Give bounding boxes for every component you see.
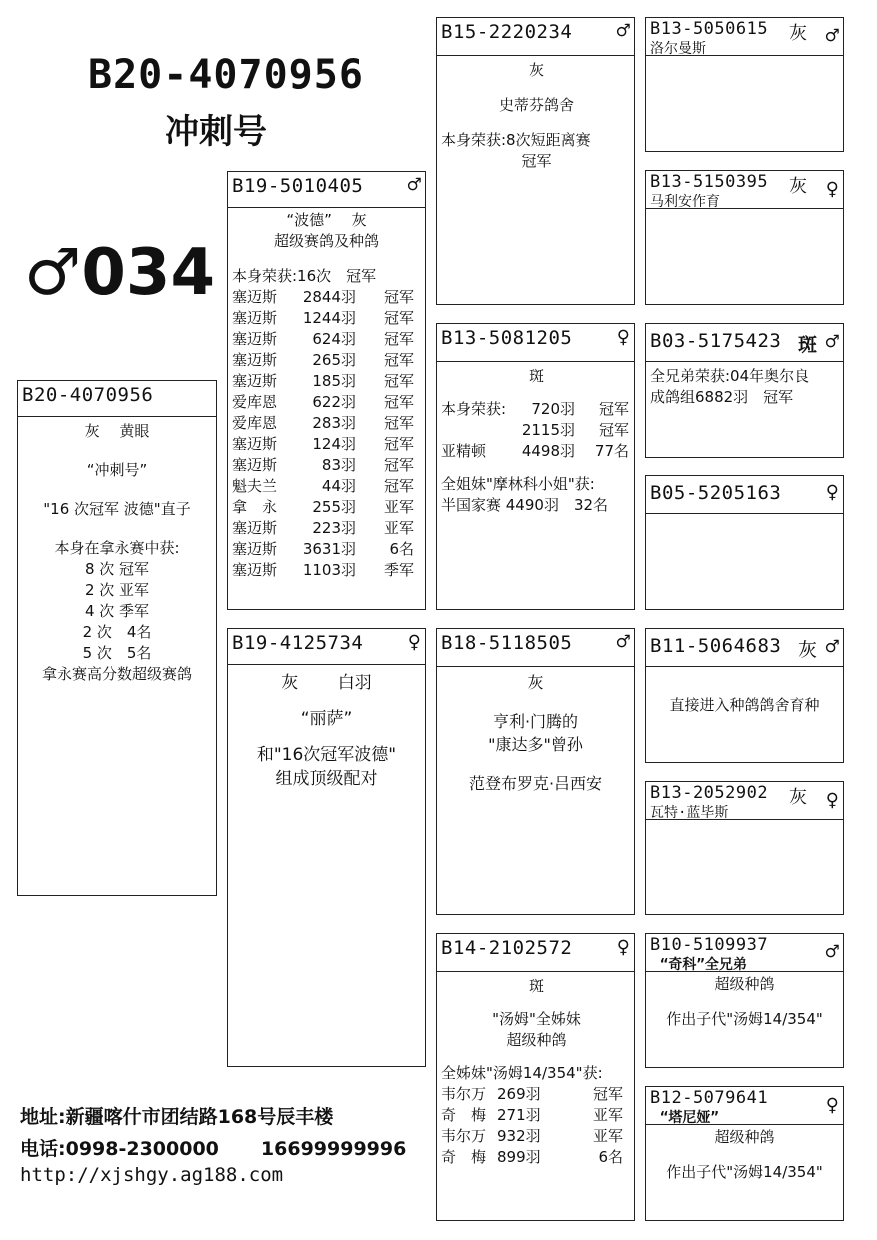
- pigeon-number: [24, 236, 215, 326]
- honor-result: 亚军: [592, 1106, 623, 1124]
- honor-place: 奇 梅: [441, 1106, 487, 1124]
- ggp-card-4: [645, 475, 844, 610]
- g3-color: 斑: [797, 334, 817, 356]
- honor-place: 塞迈斯: [232, 540, 278, 558]
- honor-row: [232, 329, 425, 350]
- g3-line: 成鸽组6882羽 冠军: [650, 388, 794, 406]
- dd-honors-list: [441, 1084, 632, 1168]
- honor-row: [441, 441, 632, 462]
- honor-result: 季军: [383, 561, 414, 579]
- honor-birds: 124羽: [312, 435, 356, 453]
- sire-honors-title: 本身荣获:16次 冠军: [232, 267, 377, 285]
- ggp-card-7: [645, 933, 844, 1068]
- honor-row: [441, 1147, 632, 1168]
- honor-place: 韦尔万: [441, 1127, 487, 1145]
- honor-row: [232, 371, 425, 392]
- honor-place: 塞迈斯: [232, 561, 278, 579]
- honor-place: 奇 梅: [441, 1148, 487, 1166]
- female-icon: ♀: [825, 1093, 839, 1118]
- main-line: 本身在拿永赛中获:: [54, 539, 180, 557]
- contact-mobile: 16699999996: [260, 1138, 407, 1160]
- honor-birds: 1244羽: [302, 309, 356, 327]
- g2-color: 灰: [789, 176, 807, 197]
- honor-result: 6名: [389, 540, 414, 558]
- honor-place: 塞迈斯: [232, 435, 278, 453]
- dd-line: 超级种鸽: [506, 1031, 567, 1049]
- g1-ring-id: B13-5050615: [650, 19, 769, 39]
- g8-line: 超级种鸽: [714, 1128, 775, 1146]
- main-line: 2 次 4名: [82, 623, 152, 641]
- male-icon: ♂: [825, 635, 839, 660]
- ss-color: 灰: [528, 61, 544, 79]
- honor-row: [232, 518, 425, 539]
- dd-ring-id: B14-2102572: [441, 937, 573, 959]
- honor-birds: 3631羽: [302, 540, 356, 558]
- honor-row: [232, 413, 425, 434]
- honor-birds: 720羽: [531, 400, 575, 418]
- honor-result: 77名: [594, 442, 629, 460]
- sd-sister: 半国家赛 4490羽 32名: [441, 496, 609, 514]
- sire-sire-card: [436, 17, 635, 305]
- honor-result: 亚军: [592, 1127, 623, 1145]
- g8-note: “塔尼娅”: [660, 1110, 719, 1126]
- honor-birds: 899羽: [497, 1148, 541, 1166]
- ds-color: 灰: [527, 673, 544, 692]
- ss-honor: 冠军: [521, 152, 552, 170]
- ggp-card-2: [645, 170, 844, 305]
- g7-note: “奇科”全兄弟: [660, 957, 747, 973]
- honor-place: 爱库恩: [232, 393, 278, 411]
- main-line: 灰 黄眼: [84, 422, 150, 440]
- male-icon: ♂: [24, 236, 82, 310]
- ggp-card-1: [645, 17, 844, 152]
- dd-sister: 全姊妹"汤姆14/354"获:: [441, 1064, 603, 1082]
- honor-row: [232, 287, 425, 308]
- main-line: "16 次冠军 波德"直子: [43, 500, 191, 518]
- honor-birds: 1103羽: [302, 561, 356, 579]
- honor-label: 本身荣获:: [441, 400, 507, 418]
- honor-birds: 83羽: [321, 456, 356, 474]
- ggp-card-5: [645, 628, 844, 763]
- honor-row: [232, 539, 425, 560]
- ggp-card-6: [645, 781, 844, 915]
- main-line: 5 次 5名: [82, 644, 152, 662]
- honor-result: 亚军: [383, 498, 414, 516]
- honor-place: 拿 永: [232, 498, 278, 516]
- honor-birds: 255羽: [312, 498, 356, 516]
- main-line: 拿永赛高分数超级赛鸽: [41, 665, 192, 683]
- g8-ring-id: B12-5079641: [650, 1088, 769, 1108]
- pigeon-name-title: 冲刺号: [165, 112, 267, 152]
- honor-result: 冠军: [383, 477, 414, 495]
- g6-breeder: 瓦特·蓝毕斯: [650, 805, 729, 821]
- ss-honor: 本身荣获:8次短距离赛: [441, 131, 591, 149]
- honor-place: 韦尔万: [441, 1085, 487, 1103]
- g5-color: 灰: [797, 639, 817, 661]
- honor-row: [441, 1126, 632, 1147]
- honor-place: 塞迈斯: [232, 330, 278, 348]
- honor-place: 塞迈斯: [232, 456, 278, 474]
- honor-row: [441, 399, 632, 420]
- honor-result: 冠军: [592, 1085, 623, 1103]
- main-line: 2 次 亚军: [84, 581, 150, 599]
- contact-phone-label: 电话:0998-2300000: [20, 1138, 219, 1160]
- male-icon: ♂: [616, 19, 630, 44]
- contact-phone: [20, 1134, 406, 1161]
- g6-ring-id: B13-2052902: [650, 783, 769, 803]
- main-line: “冲刺号”: [86, 461, 148, 479]
- honor-birds: 2844羽: [302, 288, 356, 306]
- honor-birds: 269羽: [497, 1085, 541, 1103]
- dd-line: "汤姆"全姊妹: [492, 1010, 581, 1028]
- dam-dam-card: [436, 933, 635, 1221]
- honor-birds: 932羽: [497, 1127, 541, 1145]
- ds-line: 亨利·门腾的: [492, 712, 579, 731]
- g2-ring-id: B13-5150395: [650, 172, 769, 192]
- honor-birds: 283羽: [312, 414, 356, 432]
- dam-line: 和"16次冠军波德": [256, 745, 397, 765]
- honor-birds: 4498羽: [521, 442, 575, 460]
- honor-place: 爱库恩: [232, 414, 278, 432]
- contact-url[interactable]: http://xjshgy.ag188.com: [20, 1164, 284, 1186]
- g7-line: 作出子代"汤姆14/354": [666, 1010, 823, 1028]
- main-pigeon-details: [18, 417, 216, 685]
- honor-row: [232, 497, 425, 518]
- g1-color: 灰: [789, 23, 807, 44]
- honor-result: 冠军: [383, 309, 414, 327]
- female-icon: ♀: [407, 630, 421, 655]
- g7-line: 超级种鸽: [714, 975, 775, 993]
- honor-birds: 44羽: [321, 477, 356, 495]
- honor-place: 塞迈斯: [232, 309, 278, 327]
- ds-line: "康达多"曾孙: [488, 735, 583, 754]
- honor-result: 冠军: [383, 456, 414, 474]
- pigeon-number-value: 034: [81, 236, 215, 310]
- female-icon: ♀: [825, 788, 839, 813]
- dam-line: 组成顶级配对: [275, 769, 378, 789]
- honor-row: [232, 434, 425, 455]
- sire-ring-id: B19-5010405: [232, 175, 364, 197]
- honor-place: 塞迈斯: [232, 372, 278, 390]
- dam-card: [227, 628, 426, 1067]
- sd-ring-id: B13-5081205: [441, 327, 573, 349]
- main-ring-id: B20-4070956: [22, 384, 154, 406]
- honor-place: 塞迈斯: [232, 288, 278, 306]
- female-icon: ♀: [616, 325, 630, 350]
- male-icon: ♂: [407, 173, 421, 198]
- g5-ring-id: B11-5064683: [650, 635, 782, 657]
- sire-card: [227, 171, 426, 610]
- dam-ring-id: B19-4125734: [232, 632, 364, 654]
- honor-result: 冠军: [383, 351, 414, 369]
- honor-result: 亚军: [383, 519, 414, 537]
- dam-line: 灰 白羽: [281, 673, 372, 693]
- honor-row: [232, 476, 425, 497]
- honor-row: [441, 1084, 632, 1105]
- male-icon: ♂: [825, 24, 839, 49]
- ss-loft: 史蒂芬鸽舍: [498, 96, 574, 114]
- honor-row: [232, 350, 425, 371]
- sire-dam-card: [436, 323, 635, 610]
- honor-row: [232, 392, 425, 413]
- honor-result: 冠军: [383, 435, 414, 453]
- g2-breeder: 马利安作育: [650, 194, 720, 210]
- honor-label: [441, 420, 519, 441]
- g4-ring-id: B05-5205163: [650, 482, 782, 504]
- honor-birds: 2115羽: [521, 421, 575, 439]
- honor-birds: 624羽: [312, 330, 356, 348]
- g8-line: 作出子代"汤姆14/354": [666, 1163, 823, 1181]
- sire-line: “波德” 灰: [286, 211, 367, 229]
- ss-ring-id: B15-2220234: [441, 21, 573, 43]
- sire-line: 超级赛鸽及种鸽: [273, 232, 379, 250]
- honor-row: [232, 455, 425, 476]
- honor-birds: 185羽: [312, 372, 356, 390]
- honor-place: 塞迈斯: [232, 519, 278, 537]
- g3-ring-id: B03-5175423: [650, 330, 782, 352]
- main-pigeon-card: [17, 380, 217, 896]
- ds-line: 范登布罗克·吕西安: [468, 774, 603, 793]
- male-icon: ♂: [825, 330, 839, 355]
- honor-result: 冠军: [383, 393, 414, 411]
- female-icon: ♀: [825, 177, 839, 202]
- honor-place: 塞迈斯: [232, 351, 278, 369]
- g3-line: 全兄弟荣获:04年奥尔良: [650, 367, 810, 385]
- g6-color: 灰: [789, 787, 807, 808]
- main-line: 8 次 冠军: [84, 560, 150, 578]
- honor-row: [232, 308, 425, 329]
- g7-ring-id: B10-5109937: [650, 935, 769, 955]
- honor-birds: 622羽: [312, 393, 356, 411]
- ds-ring-id: B18-5118505: [441, 632, 573, 654]
- dam-sire-card: [436, 628, 635, 915]
- honor-place: 魁夫兰: [232, 477, 278, 495]
- honor-birds: 271羽: [497, 1106, 541, 1124]
- sire-honors-list: [232, 287, 425, 581]
- g5-line: 直接进入种鸽鸽舍育种: [669, 696, 820, 714]
- sd-color: 斑: [528, 367, 544, 385]
- contact-address: 地址:新疆喀什市团结路168号辰丰楼: [20, 1106, 334, 1128]
- g1-breeder: 洛尔曼斯: [650, 41, 706, 57]
- main-line: 4 次 季军: [84, 602, 150, 620]
- honor-result: 冠军: [383, 372, 414, 390]
- male-icon: ♂: [616, 630, 630, 655]
- honor-result: 冠军: [383, 288, 414, 306]
- sd-sister: 全姐妹"摩林科小姐"获:: [441, 475, 595, 493]
- honor-result: 冠军: [383, 414, 414, 432]
- honor-result: 冠军: [598, 421, 629, 439]
- female-icon: ♀: [825, 480, 839, 505]
- ring-id-title: B20-4070956: [88, 52, 364, 98]
- honor-result: 冠军: [598, 400, 629, 418]
- male-icon: ♂: [825, 940, 839, 965]
- honor-row: [441, 1105, 632, 1126]
- honor-row: [232, 560, 425, 581]
- honor-result: 6名: [598, 1148, 623, 1166]
- dd-color: 斑: [528, 977, 544, 995]
- honor-birds: 265羽: [312, 351, 356, 369]
- ggp-card-3: [645, 323, 844, 458]
- female-icon: ♀: [616, 935, 630, 960]
- ggp-card-8: [645, 1086, 844, 1221]
- honor-label: 亚精顿: [441, 442, 487, 460]
- honor-birds: 223羽: [312, 519, 356, 537]
- dam-line: “丽萨”: [300, 709, 353, 729]
- honor-row: [441, 420, 632, 441]
- sd-honors-list: [441, 399, 632, 462]
- honor-result: 冠军: [383, 330, 414, 348]
